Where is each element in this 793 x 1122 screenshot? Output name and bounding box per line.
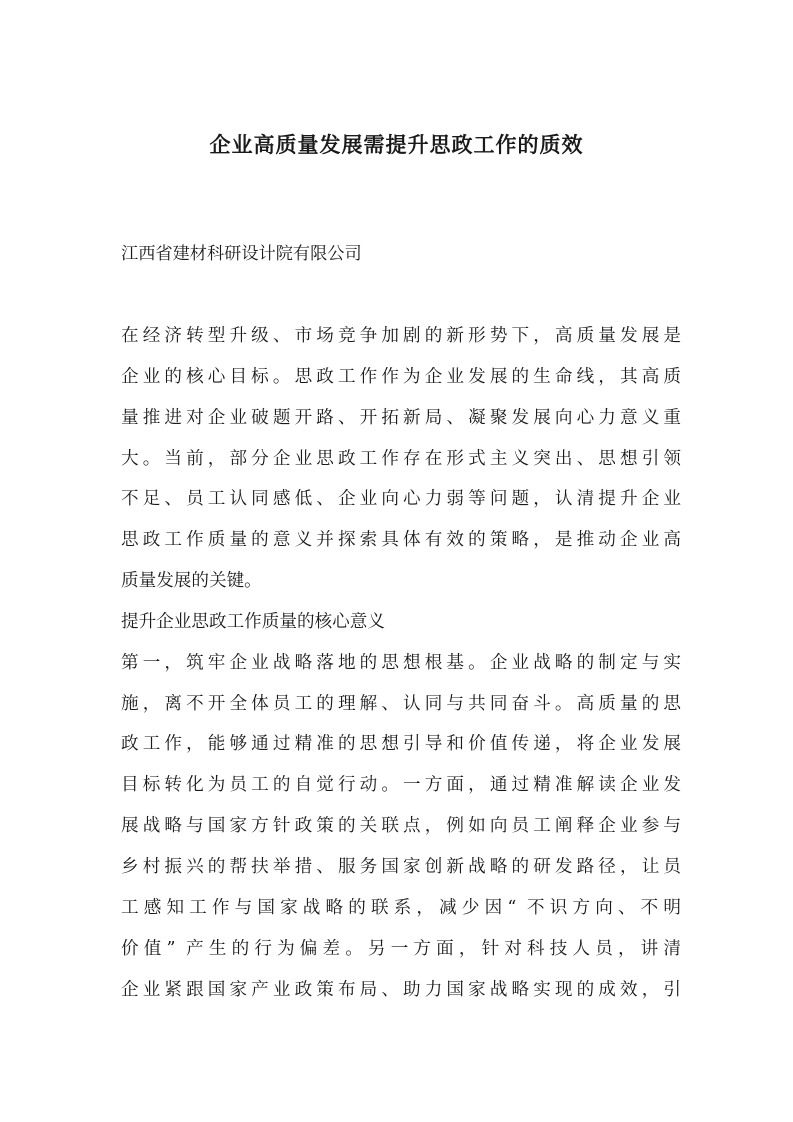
- body-line: 工感知工作与国家战略的联系，减少因“ 不识方向、不明: [121, 897, 681, 918]
- organization-name: 江西省建材科研设计院有限公司: [121, 244, 362, 264]
- body-line: 企业的核心目标。思政工作作为企业发展的生命线，其高质: [121, 366, 681, 387]
- body-line: 政工作，能够通过精准的思想引导和价值传递，将企业发展: [121, 734, 681, 755]
- document-body: [121, 316, 681, 1010]
- body-line: 乡村振兴的帮扶举措、服务国家创新战略的研发路径，让员: [121, 856, 681, 877]
- body-line: 施，离不开全体员工的理解、认同与共同奋斗。高质量的思: [121, 693, 681, 714]
- body-line: 展战略与国家方针政策的关联点，例如向员工阐释企业参与: [121, 816, 681, 837]
- body-line: 思政工作质量的意义并探索具体有效的策略，是推动企业高: [121, 530, 681, 551]
- body-line: 质量发展的关键。: [121, 571, 262, 592]
- body-line: 在经济转型升级、市场竞争加剧的新形势下，高质量发展是: [121, 326, 681, 346]
- body-line: 目标转化为员工的自觉行动。一方面，通过精准解读企业发: [121, 775, 681, 796]
- section-heading: 提升企业思政工作质量的核心意义: [121, 611, 385, 632]
- body-line: 大。当前，部分企业思政工作存在形式主义突出、思想引领: [121, 448, 681, 469]
- body-line: 不足、员工认同感低、企业向心力弱等问题，认清提升企业: [121, 489, 681, 510]
- body-line: 量推进对企业破题开路、开拓新局、凝聚发展向心力意义重: [121, 407, 681, 428]
- body-line: 第一，筑牢企业战略落地的思想根基。企业战略的制定与实: [121, 652, 681, 673]
- body-line: 企业紧跟国家产业政策布局、助力国家战略实现的成效，引: [121, 979, 681, 1000]
- document-title: 企业高质量发展需提升思政工作的质效: [209, 132, 584, 157]
- body-line: 价值” 产生的行为偏差。另一方面，针对科技人员，讲清: [121, 938, 681, 959]
